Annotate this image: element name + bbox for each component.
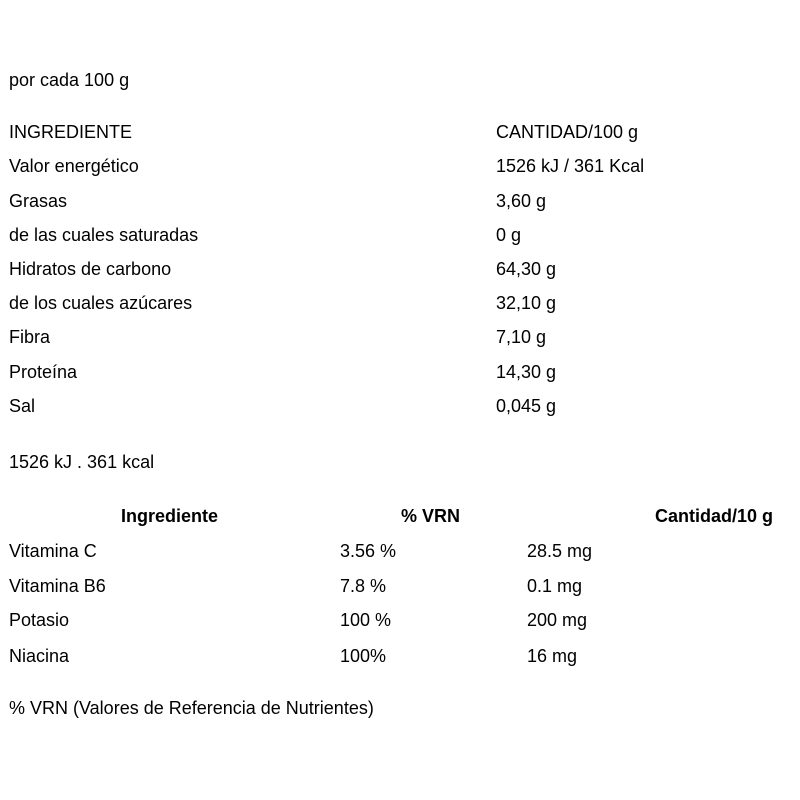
nutrient-name: Fibra bbox=[9, 327, 51, 347]
nutrient-quantity: 14,30 g bbox=[496, 362, 557, 382]
nutrient-name: de los cuales azúcares bbox=[9, 293, 193, 313]
vrn-footnote: % VRN (Valores de Referencia de Nutrientes) bbox=[9, 698, 374, 718]
intro-text: por cada 100 g bbox=[9, 70, 130, 90]
nutrition-header-ingredient: INGREDIENTE bbox=[9, 122, 133, 142]
nutrient-name: Valor energético bbox=[9, 156, 139, 176]
vitamin-vrn: 3.56 % bbox=[340, 541, 397, 561]
table-row bbox=[9, 361, 769, 383]
vitamin-name: Vitamina B6 bbox=[9, 576, 106, 596]
table-row bbox=[9, 540, 789, 562]
nutrient-quantity: 3,60 g bbox=[496, 191, 547, 211]
table-row bbox=[9, 326, 769, 348]
table-row bbox=[9, 292, 769, 314]
vitamin-vrn: 7.8 % bbox=[340, 576, 387, 596]
vitamin-quantity: 16 mg bbox=[527, 646, 578, 666]
vitamins-header-vrn: % VRN bbox=[401, 506, 461, 526]
vitamin-quantity: 28.5 mg bbox=[527, 541, 593, 561]
nutrition-table-header bbox=[9, 121, 769, 143]
table-row bbox=[9, 190, 769, 212]
vitamin-vrn: 100% bbox=[340, 646, 387, 666]
table-row bbox=[9, 224, 769, 246]
nutrient-name: Hidratos de carbono bbox=[9, 259, 172, 279]
vitamin-vrn: 100 % bbox=[340, 610, 392, 630]
vitamin-quantity: 200 mg bbox=[527, 610, 588, 630]
vitamin-name: Vitamina C bbox=[9, 541, 97, 561]
vitamin-name: Niacina bbox=[9, 646, 70, 666]
nutrient-quantity: 0,045 g bbox=[496, 396, 557, 416]
nutrient-quantity: 32,10 g bbox=[496, 293, 557, 313]
table-row bbox=[9, 395, 769, 417]
table-row bbox=[9, 575, 789, 597]
nutrient-quantity: 64,30 g bbox=[496, 259, 557, 279]
vitamins-header-quantity: Cantidad/10 g bbox=[655, 506, 774, 526]
vitamins-header-ingredient: Ingrediente bbox=[121, 506, 219, 526]
table-row bbox=[9, 609, 789, 631]
table-row bbox=[9, 155, 769, 177]
nutrient-quantity: 0 g bbox=[496, 225, 522, 245]
vitamin-name: Potasio bbox=[9, 610, 70, 630]
energy-summary: 1526 kJ . 361 kcal bbox=[9, 452, 155, 472]
nutrient-name: Proteína bbox=[9, 362, 78, 382]
nutrient-name: de las cuales saturadas bbox=[9, 225, 199, 245]
table-row bbox=[9, 258, 769, 280]
nutrient-name: Sal bbox=[9, 396, 36, 416]
nutrient-quantity: 1526 kJ / 361 Kcal bbox=[496, 156, 645, 176]
vitamin-quantity: 0.1 mg bbox=[527, 576, 583, 596]
table-row bbox=[9, 645, 789, 667]
nutrient-quantity: 7,10 g bbox=[496, 327, 547, 347]
nutrition-header-quantity: CANTIDAD/100 g bbox=[496, 122, 639, 142]
nutrient-name: Grasas bbox=[9, 191, 68, 211]
